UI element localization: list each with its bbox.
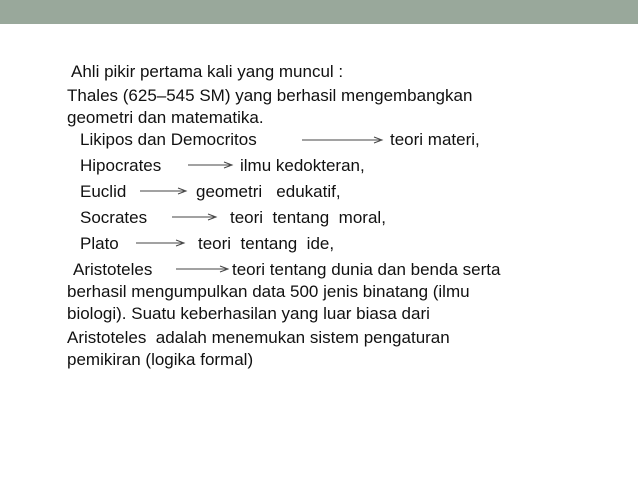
arrow-icon xyxy=(176,264,230,274)
item-name-socrates: Socrates xyxy=(80,208,148,227)
item-name-likipos-democritos: Likipos dan Democritos xyxy=(80,130,257,149)
arrow-icon xyxy=(302,135,384,145)
item-name-euclid: Euclid xyxy=(80,182,127,201)
item-desc-hipocrates: ilmu kedokteran, xyxy=(240,156,365,175)
item-name-plato: Plato xyxy=(80,234,119,253)
item-name-hipocrates: Hipocrates xyxy=(80,156,162,175)
item-desc-euclid: geometri edukatif, xyxy=(196,182,341,201)
item-name-aristoteles: Aristoteles xyxy=(73,260,153,279)
intro-text: Ahli pikir pertama kali yang muncul : xyxy=(71,62,344,81)
item-desc-socrates: teori tentang moral, xyxy=(230,208,386,227)
arrow-icon xyxy=(172,212,218,222)
arrow-icon xyxy=(136,238,186,248)
item-desc-plato: teori tentang ide, xyxy=(198,234,335,253)
thales-text-line-2: geometri dan matematika. xyxy=(67,108,264,127)
arrow-icon xyxy=(188,160,234,170)
item-desc-likipos-democritos: teori materi, xyxy=(390,130,480,149)
thales-text-line-1: Thales (625–545 SM) yang berhasil mengembangkan xyxy=(67,86,473,105)
aristoteles-text-line-5: pemikiran (logika formal) xyxy=(67,350,254,369)
aristoteles-text-line-4: Aristoteles adalah menemukan sistem pengaturan xyxy=(67,328,450,347)
aristoteles-text-line-2: berhasil mengumpulkan data 500 jenis binatang (ilmu xyxy=(67,282,470,301)
item-desc-aristoteles: teori tentang dunia dan benda serta xyxy=(232,260,501,279)
aristoteles-text-line-3: biologi). Suatu keberhasilan yang luar biasa dari xyxy=(67,304,430,323)
arrow-icon xyxy=(140,186,188,196)
